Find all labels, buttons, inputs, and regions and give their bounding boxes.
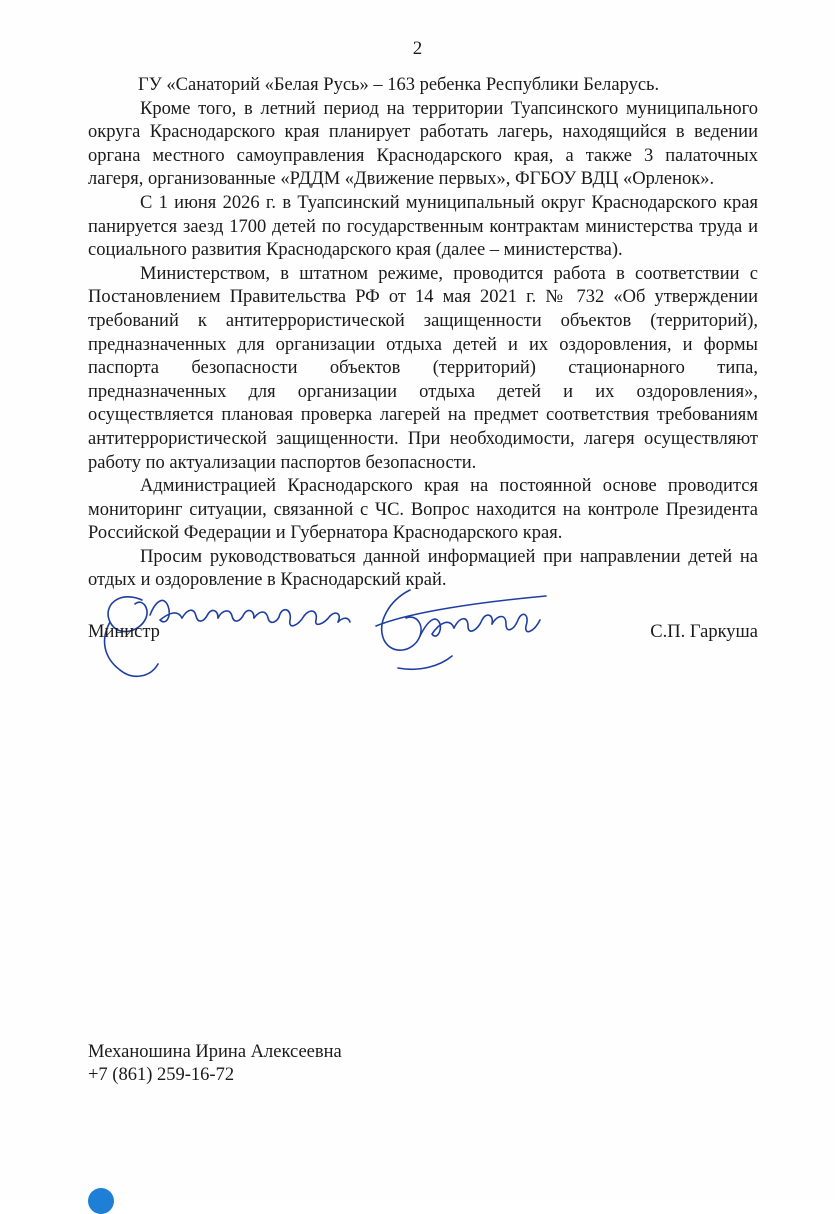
- paragraph-request: Просим руководствоваться данной информацией при направлении детей на отдых и оздоровление в Краснодарский край.: [88, 546, 758, 591]
- paragraph-regulation: Министерством, в штатном режиме, проводится работа в соответствии с Постановлением Правительства РФ от 14 мая 2021 г. № 732 «Об утверждении требований к антитеррористической защищенности объектов (территорий), предназначенных для организации отдыха детей и их оздоровления, и формы паспорта безопасности объектов (территорий) стационарного типа, предназначенных для организации отдыха детей и их оздоровления», осуществляется плановая проверка лагерей на предмет соответствия требованиям антитеррористической защищенности. При необходимости, лагеря осуществляют работу по актуализации паспортов безопасности.: [88, 263, 758, 473]
- executor-name: Механошина Ирина Алексеевна: [88, 1042, 342, 1062]
- executor-phone: +7 (861) 259-16-72: [88, 1065, 235, 1085]
- executor-block: [88, 1041, 342, 1087]
- paragraph-sanatorium: ГУ «Санаторий «Белая Русь» – 163 ребенка Республики Беларусь.: [138, 75, 660, 95]
- paragraph-camps: Кроме того, в летний период на территории Туапсинского муниципального округа Краснодарского края планирует работать лагерь, находящийся в ведении органа местного самоуправления Краснодарского края, а также 3 палаточных лагеря, организованные «РДДМ «Движение первых», ФГБОУ ВДЦ «Орленок».: [88, 98, 758, 190]
- signature-block: [88, 620, 758, 644]
- signatory-name: С.П. Гаркуша: [650, 622, 758, 642]
- paragraph-arrival: С 1 июня 2026 г. в Туапсинский муниципальный округ Краснодарского края панируется заезд 1700 детей по государственным контрактам министерства труда и социального развития Краснодарского края (далее – министерства).: [88, 192, 758, 261]
- signatory-title: Министр: [88, 622, 160, 642]
- page-number: 2: [412, 38, 423, 59]
- blue-circle-icon: [88, 1188, 114, 1214]
- paragraph-monitoring: Администрацией Краснодарского края на постоянной основе проводится мониторинг ситуации, связанной с ЧС. Вопрос находится на контроле Президента Российской Федерации и Губернатора Краснодарского края.: [88, 476, 758, 544]
- letter-body: [88, 74, 758, 593]
